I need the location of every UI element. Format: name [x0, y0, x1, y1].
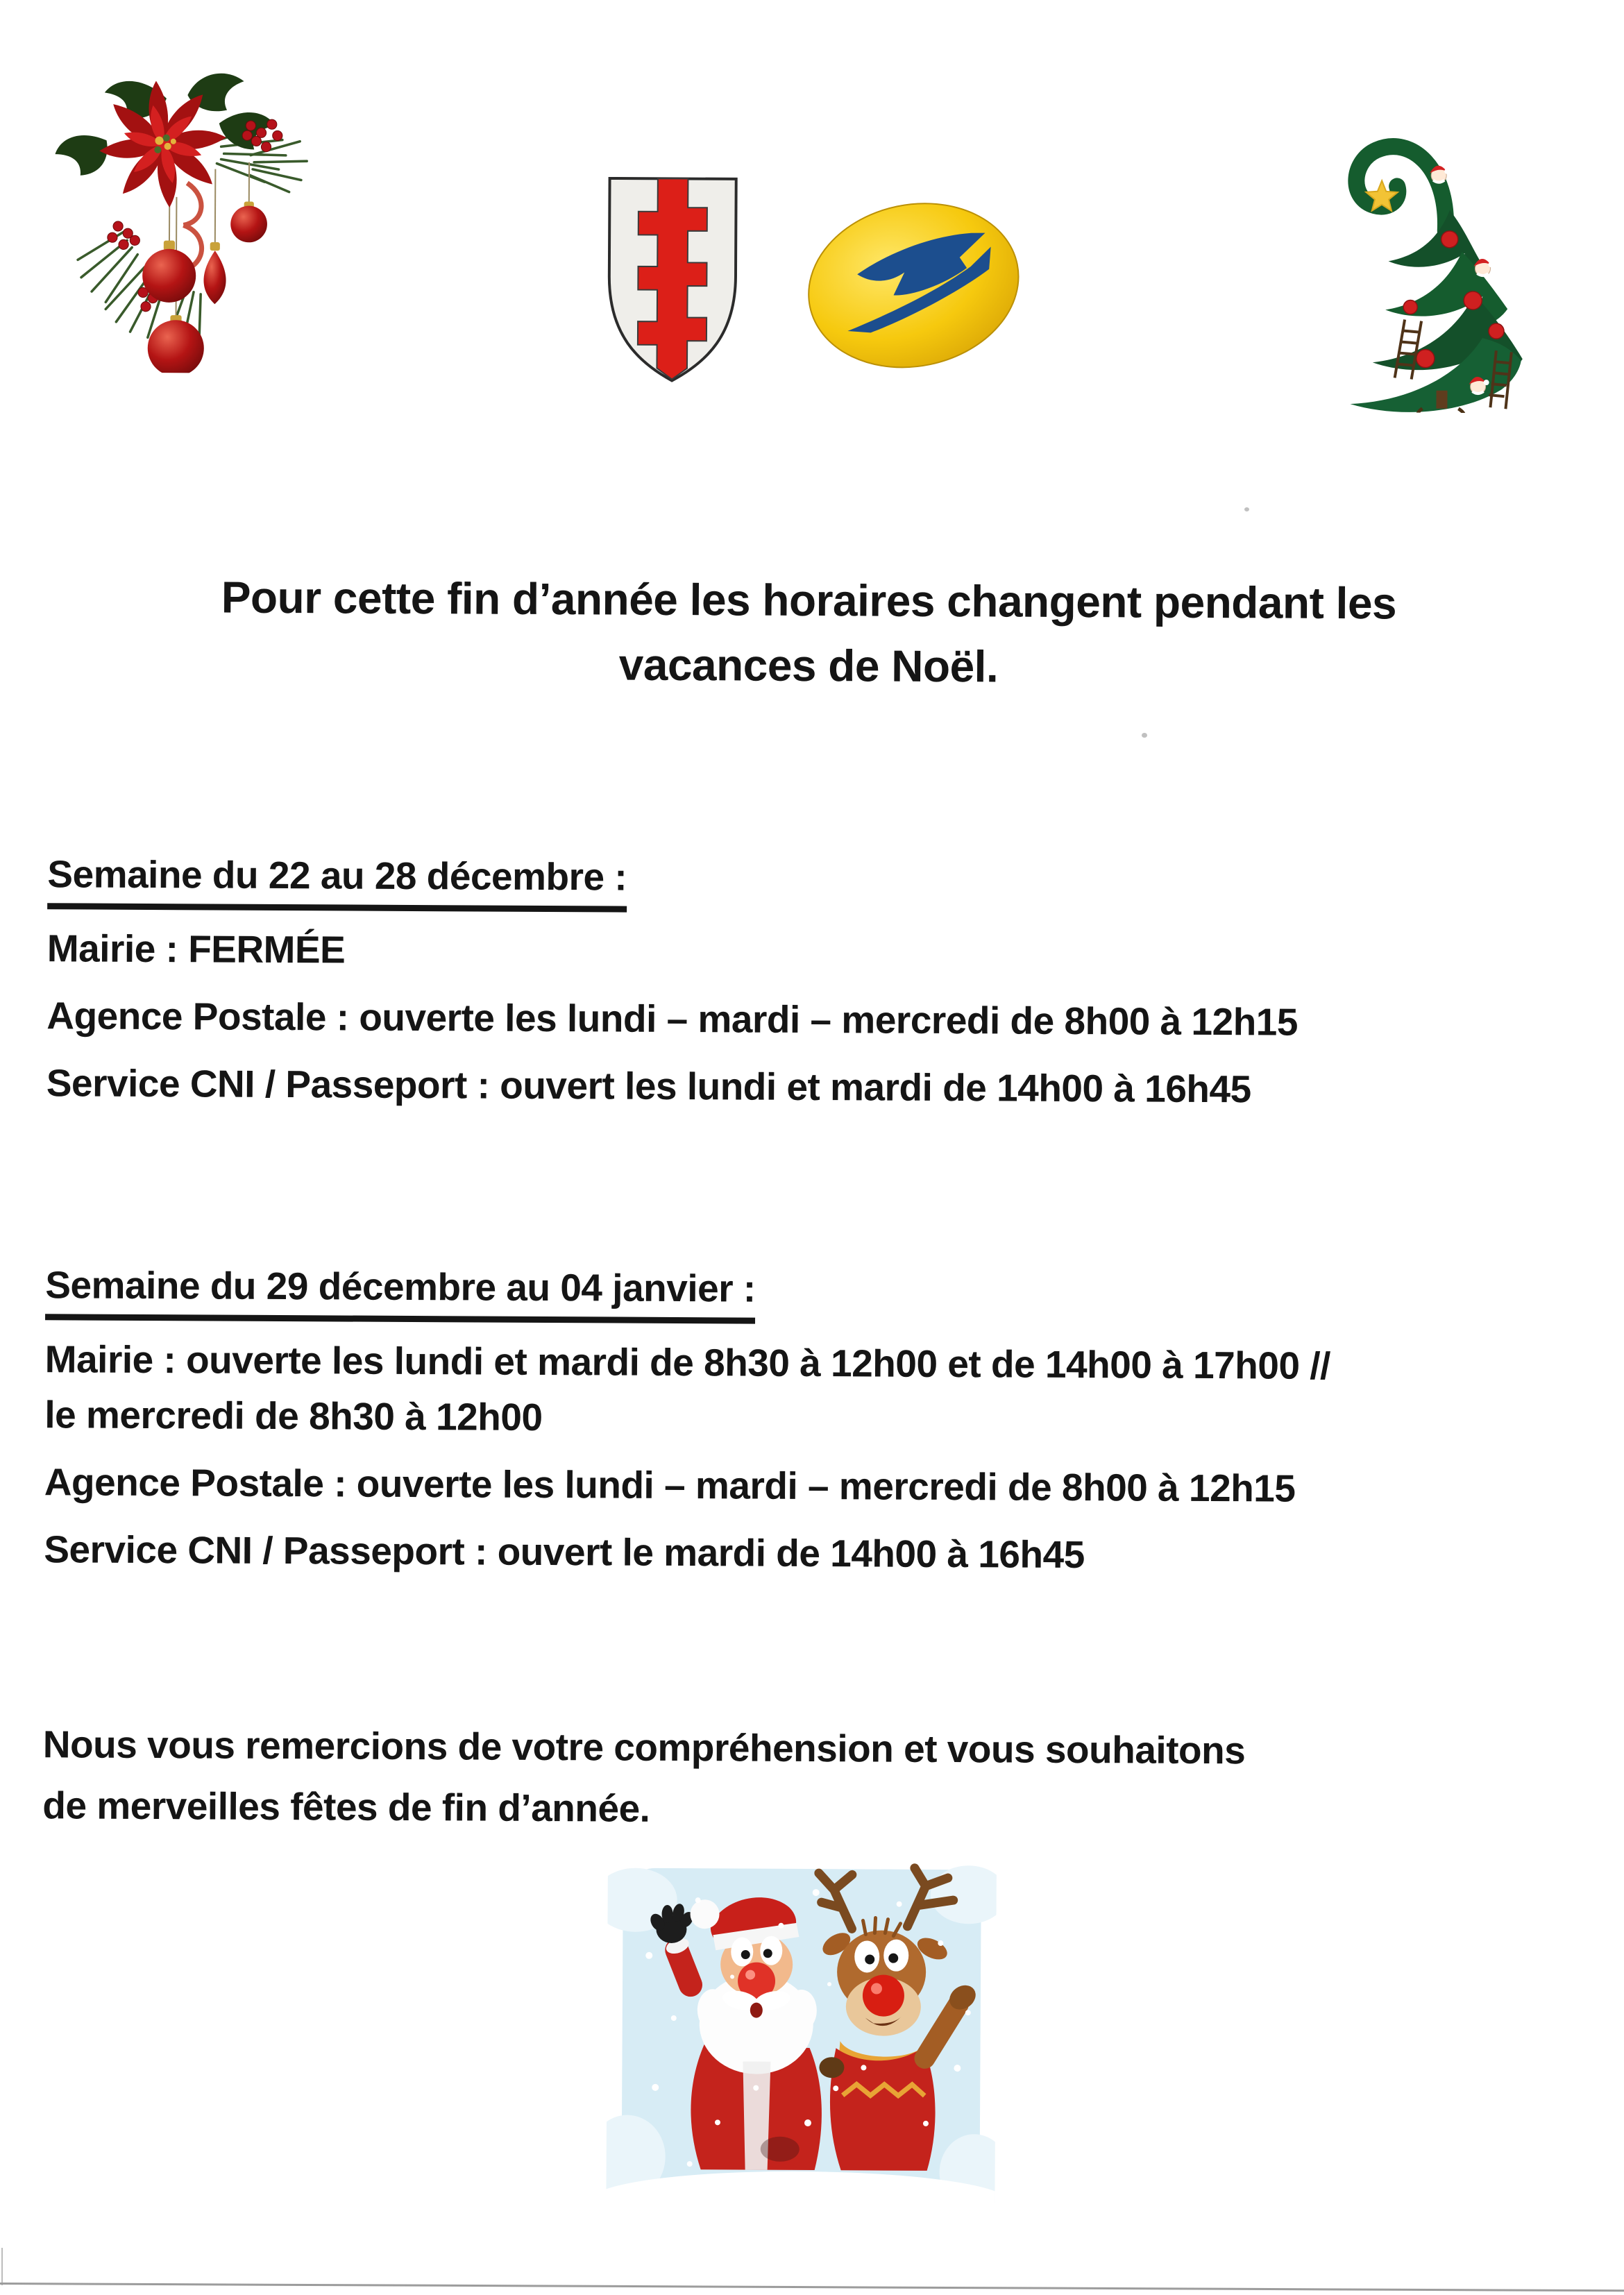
page-title: [0, 564, 1621, 702]
header-graphics: [0, 0, 1624, 433]
closing-message: Nous vous remercions de votre compréhension et vous souhaitons de merveilles fêtes de fin d’année.: [42, 1722, 1246, 1830]
christmas-tree-image: [1300, 86, 1534, 414]
red-nose: [863, 1974, 904, 2016]
schedule-service-cni: Service CNI / Passeport : ouvert le mardi de 14h00 à 16h45: [44, 1527, 1085, 1577]
section-week-dec-22-28: [46, 852, 1620, 1119]
santa-reindeer-illustration: [606, 1858, 997, 2221]
tree-trunk: [1436, 391, 1447, 409]
mouth: [750, 2003, 763, 2018]
waving-arm: [677, 1950, 691, 1985]
hoof: [819, 2057, 844, 2078]
section-heading: Semaine du 29 décembre au 04 janvier :: [45, 1262, 1617, 1328]
schedule-agence-postale: Agence Postale : ouverte les lundi – mardi – mercredi de 8h00 à 12h15: [46, 994, 1299, 1044]
schedule-service-cni: Service CNI / Passeport : ouvert les lundi et mardi de 14h00 à 16h45: [46, 1061, 1251, 1111]
ribbon-curl: [183, 183, 202, 268]
page-title-line: vacances de Noël.: [618, 639, 999, 692]
schedule-mairie: Mairie : FERMÉE: [46, 926, 346, 972]
hanging-baubles: [142, 201, 267, 374]
section-week-dec-29-jan-04: [44, 1262, 1617, 1585]
scan-edge-line: [0, 2283, 1624, 2292]
hat-pompom: [690, 1899, 719, 1929]
page-title-line: Pour cette fin d’année les horaires changent pendant les: [221, 572, 1397, 629]
la-poste-logo-image: [793, 179, 1035, 393]
scan-edge-tick: [1, 2248, 3, 2285]
scan-speck: [1142, 733, 1147, 738]
section-heading: Semaine du 22 au 28 décembre :: [47, 852, 1619, 917]
schedule-agence-postale: Agence Postale : ouverte les lundi – mardi – mercredi de 8h00 à 12h15: [44, 1460, 1296, 1510]
tree-curl-top: [1356, 146, 1446, 231]
christmas-poinsettia-decoration-image: [38, 56, 321, 373]
schedule-mairie: Mairie : ouverte les lundi et mardi de 8h30 à 12h00 et de 14h00 à 17h00 // le mercredi de 8h30 à 12h00: [44, 1337, 1331, 1439]
commune-coat-of-arms-image: [603, 172, 742, 387]
scan-speck: [1244, 507, 1249, 511]
